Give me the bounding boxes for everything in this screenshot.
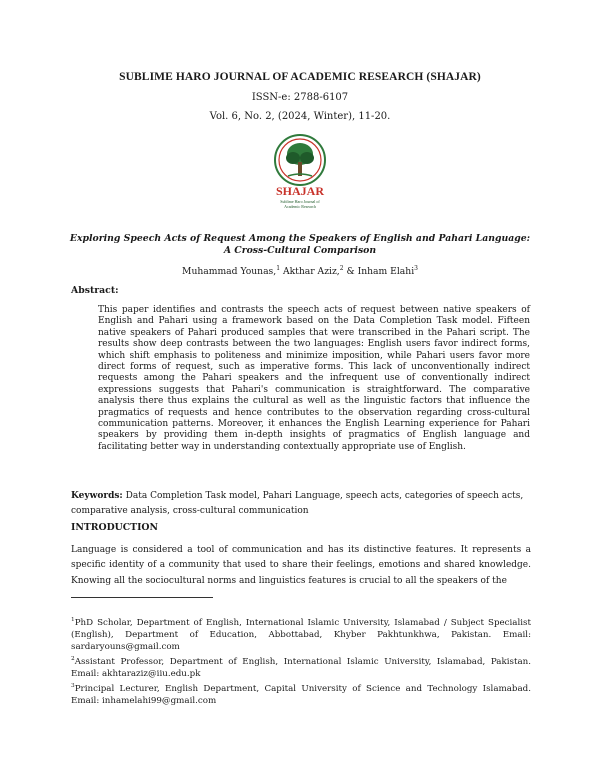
- author-1-mark: 1: [276, 265, 281, 272]
- footnote-mark: 1: [71, 617, 75, 623]
- author-3: & Inham Elahi: [346, 266, 415, 278]
- footnote-mark: 3: [71, 683, 75, 690]
- logo-subtitle-2: Academic Research: [284, 204, 316, 209]
- abstract-heading: Abstract:: [71, 285, 119, 296]
- journal-title: SUBLIME HARO JOURNAL OF ACADEMIC RESEARCH (SHAJAR): [119, 71, 481, 83]
- footnote-text: PhD Scholar, Department of English, International Islamic University, Islamabad / Subject Specialist (English), Department of Education, Abbottabad, Khyber Pakhtunkhwa, Pakistan. Email: sardaryouns@gmail.com: [71, 617, 531, 653]
- footnote: [71, 680, 531, 707]
- journal-logo: [266, 132, 334, 216]
- introduction-body: Language is considered a tool of communication and has its distinctive features. It represents a specific identity of a community that used to share their feelings, emotions and shared knowledge. Knowing all the sociocultural norms and linguistics features is crucial to all the speakers of the: [71, 545, 531, 586]
- shajar-tree-icon: [266, 132, 334, 216]
- issn: ISSN-e: 2788-6107: [251, 92, 349, 103]
- paper-title: [40, 233, 560, 257]
- paper-title-line-2: A Cross-Cultural Comparison: [223, 245, 377, 256]
- footnotes: [71, 614, 531, 707]
- keywords-text: Data Completion Task model, Pahari Language, speech acts, categories of speech acts, comparative analysis, cross-cultural communication: [71, 491, 524, 516]
- authors: [0, 265, 600, 277]
- paper-title-line-1: Exploring Speech Acts of Request Among the Speakers of English and Pahari Language:: [69, 233, 531, 244]
- introduction-heading: INTRODUCTION: [71, 522, 159, 533]
- footnote-text: Principal Lecturer, English Department, Capital University of Science and Technology Islamabad. Email: inhamelahi99@gmail.com: [71, 684, 531, 707]
- logo-subtitle-1: Sublime Haro Journal of: [280, 199, 320, 204]
- volume-issue: Vol. 6, No. 2, (2024, Winter), 11-20.: [209, 111, 391, 122]
- footnote-text: Assistant Professor, Department of English, International Islamic University, Islamabad, Pakistan. Email: akhtaraziz@iiu.edu.pk: [71, 657, 531, 680]
- author-1: Muhammad Younas,: [182, 266, 277, 278]
- keywords: [71, 489, 531, 519]
- keywords-label: Keywords:: [71, 491, 123, 501]
- author-3-mark: 3: [414, 265, 418, 272]
- footnote: [71, 653, 531, 680]
- author-2-mark: 2: [339, 265, 344, 272]
- abstract-body: This paper identifies and contrasts the speech acts of request between native speakers of English and Pahari using a framework based on the Data Completion Task model. Fifteen native speakers of Pahari produced samples that were transcribed in the Pahari script. The results show deep contrasts between the two languages: English users favor indirect forms, which shift emphasis to politeness and minimize imposition, while Pahari users favor more direct forms of request, such as imperative forms. This lack of unconventionally indirect requests among the Pahari speakers and the infrequent use of conventionally indirect expressions suggests that Pahari's communication is straightforward. The comparative analysis there thus explains the cultural as well as the linguistic factors that influence the pragmatics of requests and hence contributes to the observation regarding cross-cultural communication patterns. Moreover, it enhances the English Learning experience for Pahari speakers by providing them in-depth insights of pragmatics of English language and facilitating better way in understanding contextually appropriate use of English.: [98, 305, 530, 452]
- footnote: [71, 614, 531, 653]
- author-2: Akthar Aziz,: [282, 266, 340, 278]
- logo-name: SHAJAR: [275, 184, 325, 198]
- footnote-divider: [71, 597, 213, 598]
- footnote-mark: 2: [71, 656, 75, 663]
